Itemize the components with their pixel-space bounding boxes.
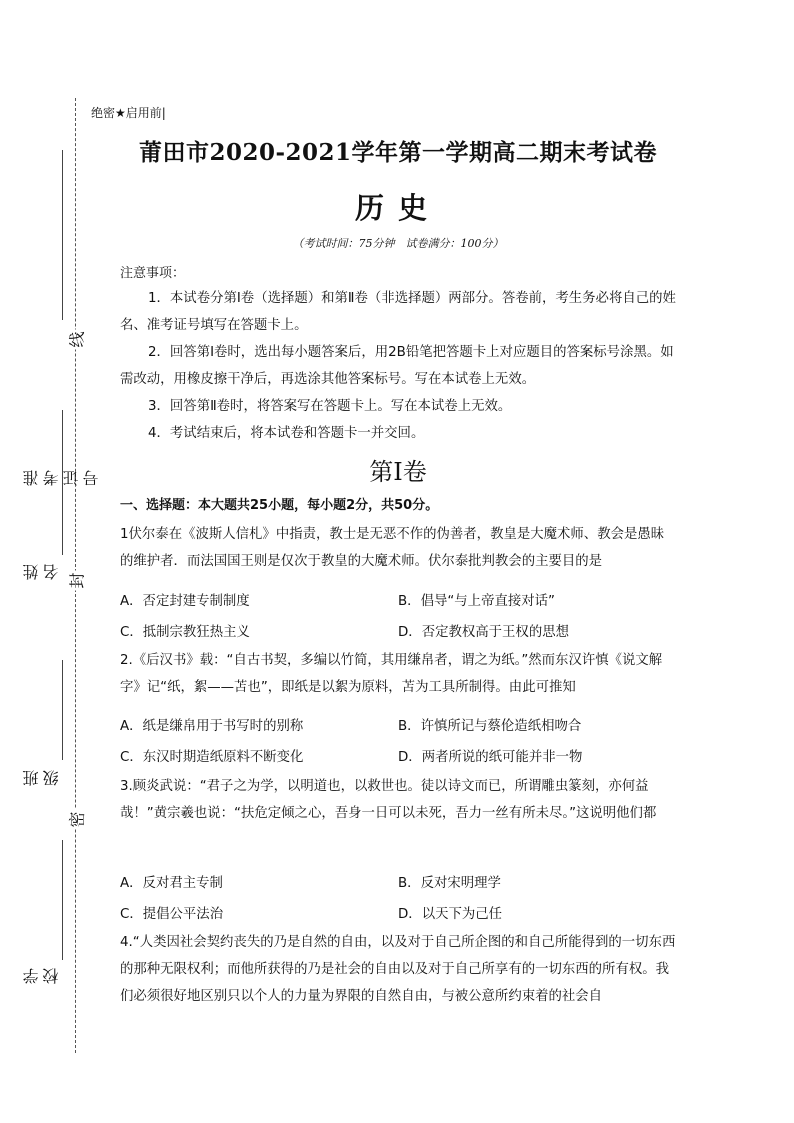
q1-option-a: A．否定封建专制制度: [120, 594, 250, 609]
q2-option-b: B．许慎所记与蔡伦造纸相吻合: [398, 719, 582, 734]
note-item: 2．回答第Ⅰ卷时，选出每小题答案后，用2B铅笔把答题卡上对应题目的答案标号涂黑。如需改动，用橡皮擦干净后，再选涂其他答案标号。写在本试卷上无效。: [120, 345, 674, 387]
q2-option-d: D．两者所说的纸可能并非一物: [398, 750, 583, 765]
field-underline: [62, 660, 63, 760]
section-title: 第Ⅰ卷: [369, 458, 427, 486]
question-stem-2: 2.《后汉书》载：“自古书契，多编以竹简，其用缣帛者，谓之为纸。”然而东汉许慎《说文解字》记“纸，絮——苫也”，即纸是以絮为原料，苫为工具所制得。由此可推知: [120, 653, 663, 695]
q1-option-b: B．倡导“与上帝直接对话”: [398, 594, 555, 609]
q3-option-b: B．反对宋明理学: [398, 876, 501, 891]
field-label-school: 学校: [22, 966, 61, 984]
question-stem-1: 1伏尔泰在《波斯人信札》中指责，教士是无恶不作的伪善者，教皇是大魔术师、教会是愚昧的维护者．而法国国王则是仅次于教皇的大魔术师。伏尔泰批判教会的主要目的是: [120, 527, 665, 569]
secret-mark: 绝密★启用前|: [91, 106, 166, 120]
exam-title: 莆田市2020-2021学年第一学期高二期末考试卷: [138, 139, 658, 166]
q2-option-a: A．纸是缣帛用于书写时的别称: [120, 719, 304, 734]
field-underline: [62, 150, 63, 320]
q2-option-c: C．东汉时期造纸原料不断变化: [120, 750, 304, 765]
subject-title: 历史: [354, 191, 441, 225]
q1-option-d: D．否定教权高于王权的思想: [398, 625, 569, 640]
question-stem-3: 3.顾炎武说：“君子之为学，以明道也，以救世也。徒以诗文而已，所谓雕虫篆刻，亦何益哉！”黄宗羲也说：“扶危定倾之心，吾身一日可以未死，吾力一丝有所未尽。”这说明他们都: [120, 779, 657, 821]
question-stem-4: 4.“人类因社会契约丧失的乃是自然的自由，以及对于自己所企图的和自己所能得到的一切东西的那种无限权利；而他所获得的乃是社会的自由以及对于自己所享有的一切东西的所有权。我们必须很好地区别只以个人的力量为界限的自然自由，与被公意所约束着的社会自: [120, 935, 676, 1004]
note-item: 3．回答第Ⅱ卷时，将答案写在答题卡上。写在本试卷上无效。: [148, 399, 512, 414]
field-label-class: 班级: [22, 768, 61, 786]
notes-heading: 注意事项：: [120, 266, 186, 281]
part-heading: 一、选择题：本大题共25小题，每小题2分，共50分。: [120, 498, 439, 513]
field-underline: [62, 840, 63, 960]
q3-option-d: D．以天下为己任: [398, 907, 503, 922]
q3-option-a: A．反对君主专制: [120, 876, 223, 891]
note-item: 4．考试结束后，将本试卷和答题卡一并交回。: [148, 426, 425, 441]
field-underline: [62, 410, 63, 555]
cut-word-seal: 封: [65, 571, 88, 591]
q3-option-c: C．提倡公平法治: [120, 907, 224, 922]
binding-margin: [0, 0, 100, 1123]
field-label-exam-number: 准考证号: [22, 468, 101, 486]
field-label-name: 姓名: [22, 562, 61, 580]
exam-time-note: （考试时间：75分钟 试卷满分：100分）: [292, 237, 504, 250]
note-item: 1．本试卷分第Ⅰ卷（选择题）和第Ⅱ卷（非选择题）两部分。答卷前，考生务必将自己的姓名、准考证号填写在答题卡上。: [120, 291, 676, 333]
q1-option-c: C．抵制宗教狂热主义: [120, 625, 250, 640]
cut-word-secret: 密: [65, 810, 88, 830]
cut-word-line: 线: [65, 330, 88, 350]
